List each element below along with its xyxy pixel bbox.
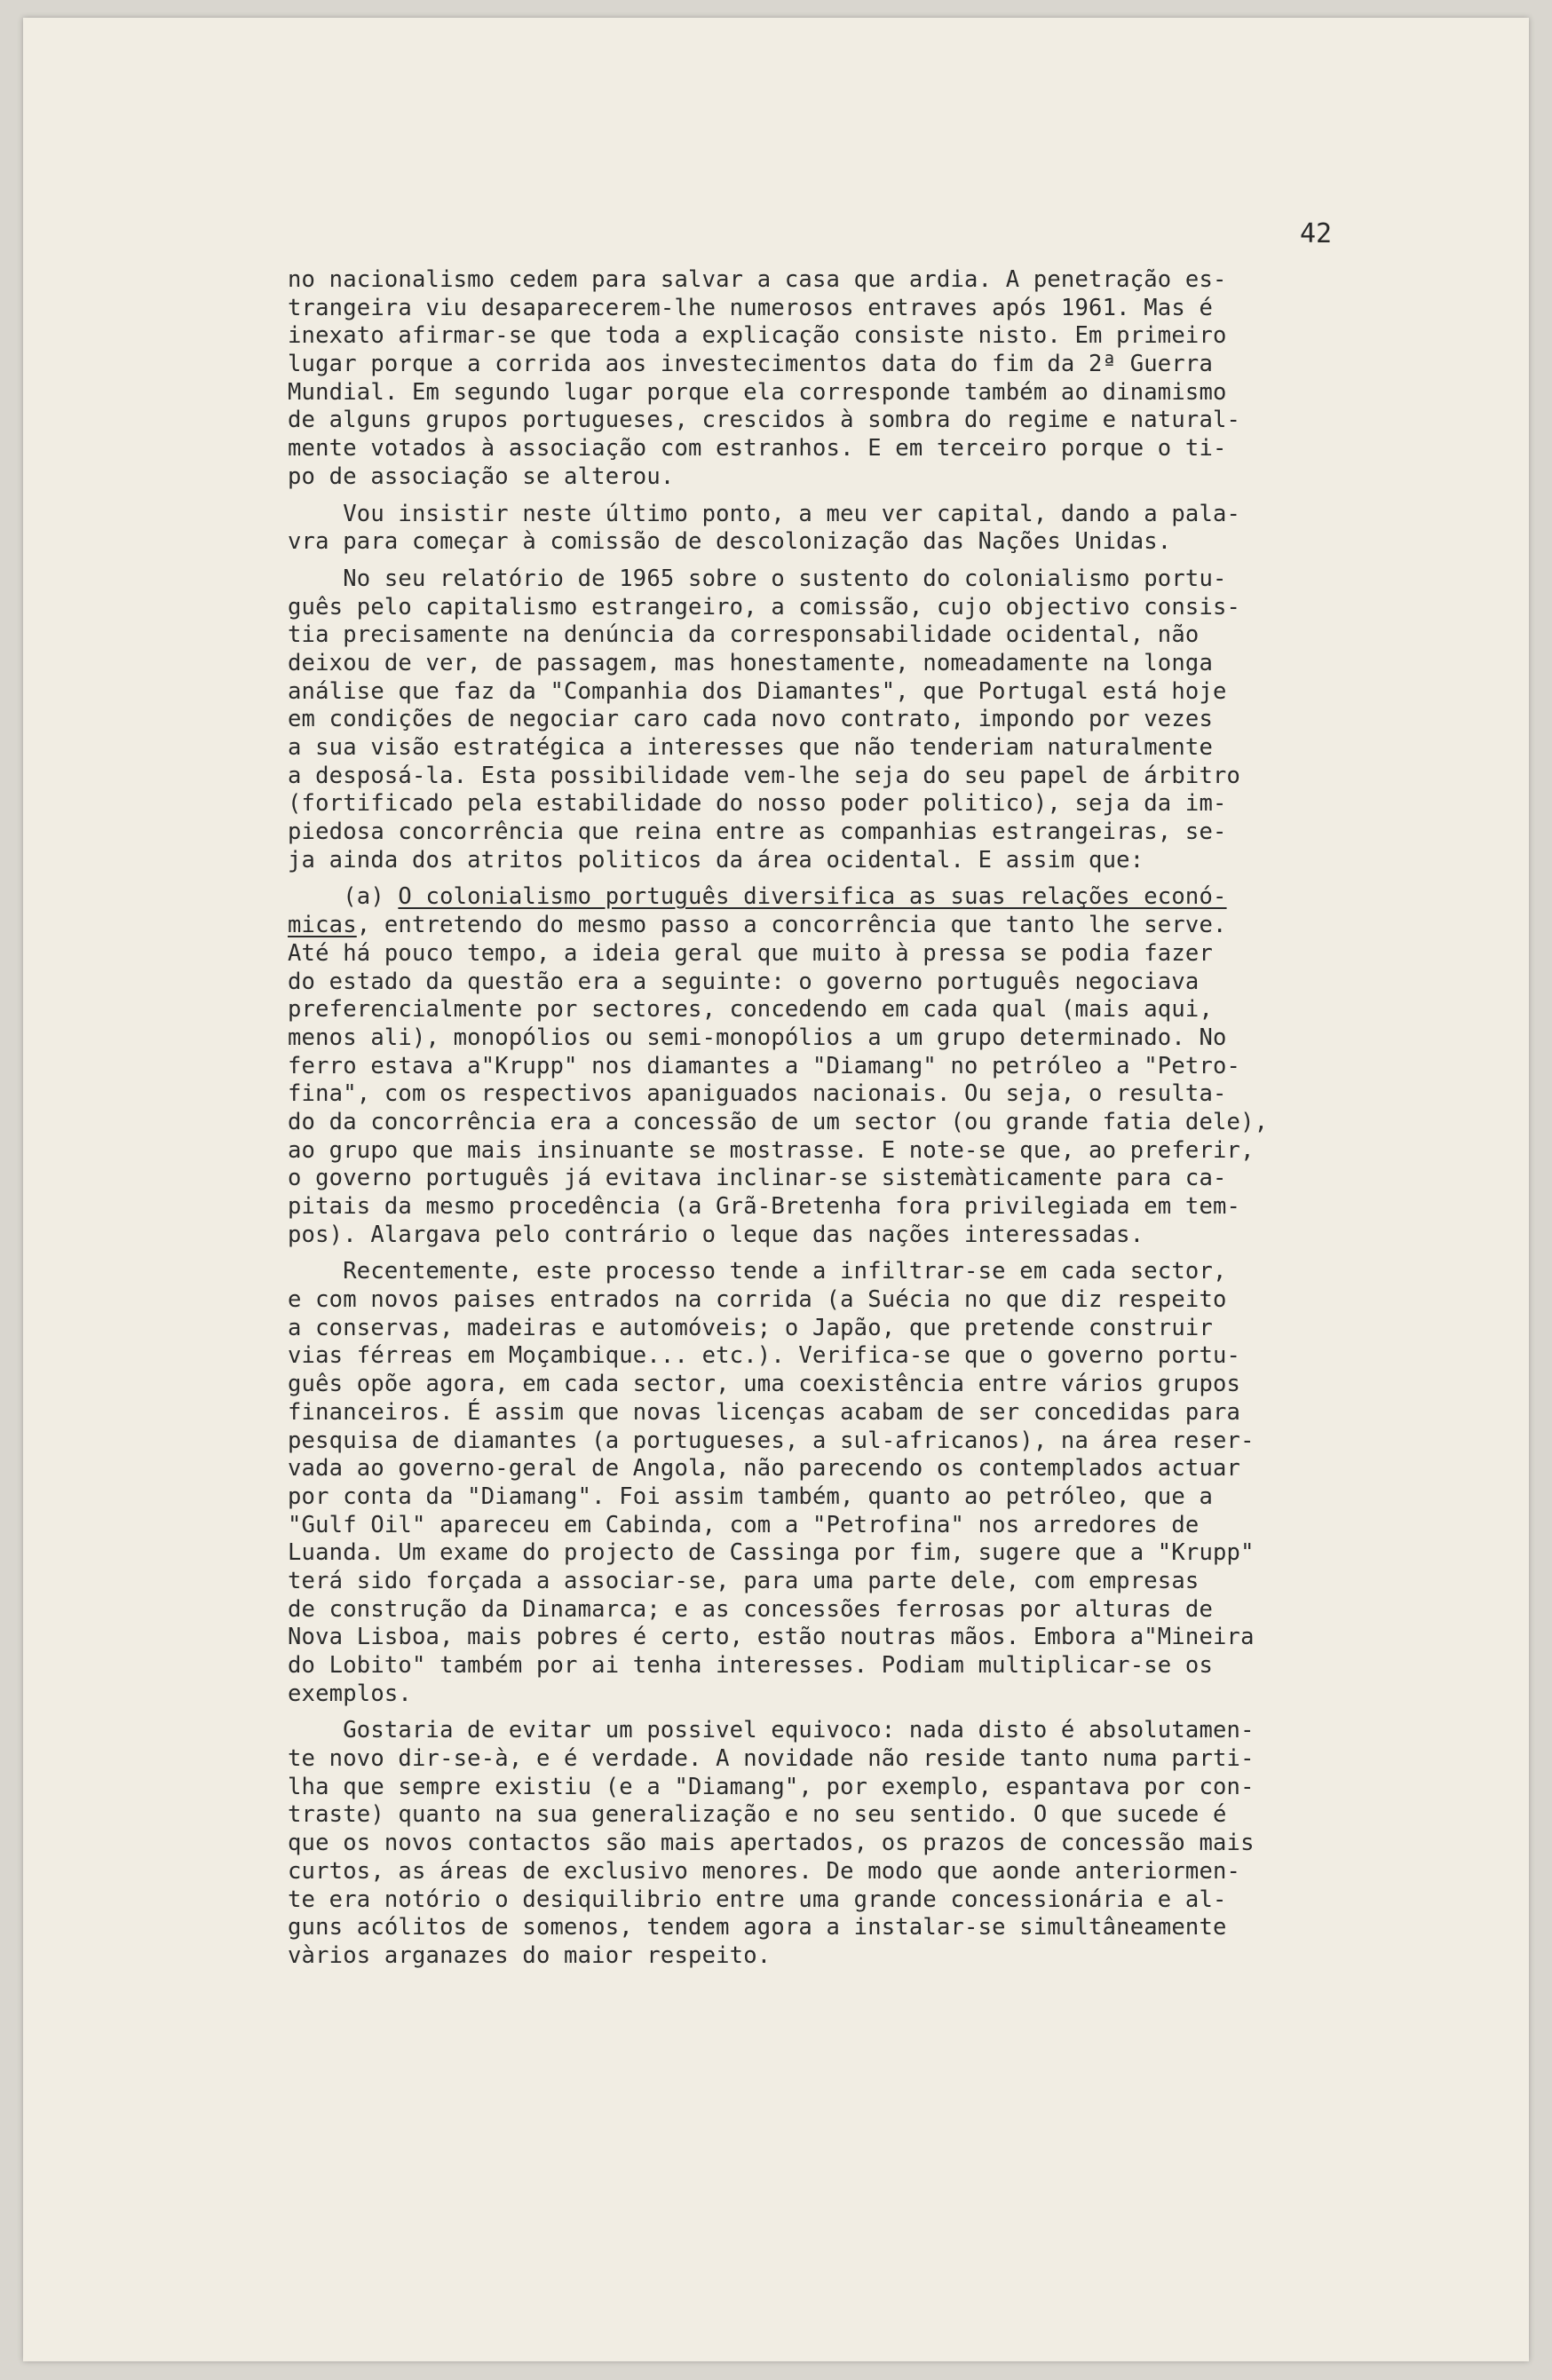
text-line: po de associação se alterou.	[288, 463, 675, 490]
paragraph-1	[288, 266, 1433, 492]
text-line: a conservas, madeiras e automóveis; o Japão, que pretende construir	[288, 1314, 1214, 1341]
paragraph-5	[288, 1258, 1433, 1708]
text-line: Gostaria de evitar um possivel equivoco: nada disto é absolutamen-	[288, 1717, 1255, 1744]
text-line: te era notório o desiquilibrio entre uma grande concessionária e al-	[288, 1886, 1227, 1913]
text-line: te novo dir-se-à, e é verdade. A novidade não reside tanto numa parti-	[288, 1745, 1255, 1773]
text-line: exemplos.	[288, 1680, 412, 1707]
paragraph-gap	[288, 874, 1433, 883]
paragraph-2	[288, 501, 1433, 557]
text-line: vias férreas em Moçambique... etc.). Verifica-se que o governo portu-	[288, 1342, 1241, 1370]
text-line: ja ainda dos atritos politicos da área ocidental. E assim que:	[288, 846, 1144, 874]
text-line: fina", com os respectivos apaniguados nacionais. Ou seja, o resulta-	[288, 1080, 1227, 1108]
paragraph-gap	[288, 557, 1433, 565]
paragraph-3	[288, 565, 1433, 875]
paper-sheet	[23, 18, 1529, 2361]
text-line: menos ali), monopólios ou semi-monopólios a um grupo determinado. No	[288, 1024, 1227, 1051]
text-line: vàrios arganazes do maior respeito.	[288, 1941, 772, 1969]
text-line: (fortificado pela estabilidade do nosso poder politico), seja da im-	[288, 790, 1227, 818]
text-line	[288, 912, 1433, 940]
text-line: pos). Alargava pelo contrário o leque das nações interessadas.	[288, 1221, 1144, 1248]
text-line: vada ao governo-geral de Angola, não parecendo os contemplados actuar	[288, 1455, 1241, 1483]
paragraph-4	[288, 883, 1433, 1249]
text-line	[288, 883, 1433, 912]
text-line: do Lobito" também por ai tenha interesses. Podiam multiplicar-se os	[288, 1652, 1214, 1679]
text-line: curtos, as áreas de exclusivo menores. De modo que aonde anteriormen-	[288, 1857, 1241, 1885]
text-line: Mundial. Em segundo lugar porque ela corresponde também ao dinamismo	[288, 378, 1227, 406]
text-line: de alguns grupos portugueses, crescidos à sombra do regime e natural-	[288, 407, 1241, 434]
document-body	[288, 266, 1433, 1971]
text-line: a sua visão estratégica a interesses que não tenderiam naturalmente	[288, 734, 1214, 761]
text-line: Até há pouco tempo, a ideia geral que muito à pressa se podia fazer	[288, 939, 1214, 967]
text-line: mente votados à associação com estranhos. E em terceiro porque o ti-	[288, 435, 1227, 463]
text-line: Recentemente, este processo tende a infiltrar-se em cada sector,	[288, 1258, 1227, 1285]
text-line: ferro estava a"Krupp" nos diamantes a "Diamang" no petróleo a "Petro-	[288, 1052, 1241, 1079]
text-line: Luanda. Um exame do projecto de Cassinga por fim, sugere que a "Krupp"	[288, 1539, 1255, 1567]
underlined-heading: O colonialismo português diversifica as suas relações econó-	[398, 883, 1227, 911]
text-line: no nacionalismo cedem para salvar a casa que ardia. A penetração es-	[288, 266, 1227, 293]
text-line: No seu relatório de 1965 sobre o sustento do colonialismo portu-	[288, 565, 1227, 592]
text-line: deixou de ver, de passagem, mas honestamente, nomeadamente na longa	[288, 649, 1214, 676]
text-line: e com novos paises entrados na corrida (a Suécia no que diz respeito	[288, 1286, 1227, 1314]
text-line: Vou insistir neste último ponto, a meu ver capital, dando a pala-	[288, 500, 1241, 527]
text-line: guês opõe agora, em cada sector, uma coexistência entre vários grupos	[288, 1371, 1241, 1398]
text-line: do estado da questão era a seguinte: o governo português negociava	[288, 968, 1200, 995]
text-line: lha que sempre existiu (e a "Diamang", por exemplo, espantava por con-	[288, 1773, 1255, 1800]
paragraph-gap	[288, 1708, 1433, 1717]
text-line: do da concorrência era a concessão de um sector (ou grande fatia dele),	[288, 1108, 1269, 1135]
text-line: o governo português já evitava inclinar-se sistemàticamente para ca-	[288, 1165, 1227, 1192]
text-line: traste) quanto na sua generalização e no seu sentido. O que sucede é	[288, 1801, 1227, 1829]
paragraph-gap	[288, 492, 1433, 501]
text-line: terá sido forçada a associar-se, para uma parte dele, com empresas	[288, 1567, 1200, 1594]
text-fragment: , entretendo do mesmo passo a concorrência que tanto lhe serve.	[356, 912, 1227, 939]
paragraph-gap	[288, 1249, 1433, 1258]
text-line: lugar porque a corrida aos investecimentos data do fim da 2ª Guerra	[288, 351, 1214, 378]
text-line: preferencialmente por sectores, concedendo em cada qual (mais aqui,	[288, 996, 1214, 1024]
text-line: ao grupo que mais insinuante se mostrasse. E note-se que, ao preferir,	[288, 1136, 1255, 1164]
text-line: financeiros. É assim que novas licenças acabam de ser concedidas para	[288, 1398, 1241, 1426]
page-number: 42	[1300, 218, 1333, 249]
text-line: "Gulf Oil" apareceu em Cabinda, com a "Petrofina" nos arredores de	[288, 1511, 1200, 1538]
text-line: guns acólitos de somenos, tendem agora a instalar-se simultâneamente	[288, 1914, 1227, 1941]
text-line: pesquisa de diamantes (a portugueses, a sul-africanos), na área reser-	[288, 1427, 1255, 1454]
paragraph-6	[288, 1717, 1433, 1970]
text-line: análise que faz da "Companhia dos Diamantes", que Portugal está hoje	[288, 677, 1227, 705]
text-line: vra para começar à comissão de descolonização das Nações Unidas.	[288, 528, 1172, 556]
text-line: de construção da Dinamarca; e as concessões ferrosas por alturas de	[288, 1595, 1214, 1623]
text-line: em condições de negociar caro cada novo contrato, impondo por vezes	[288, 706, 1214, 733]
text-line: tia precisamente na denúncia da corresponsabilidade ocidental, não	[288, 621, 1200, 649]
text-line: piedosa concorrência que reina entre as companhias estrangeiras, se-	[288, 818, 1227, 846]
underlined-heading: micas	[288, 912, 357, 939]
item-prefix: (a)	[288, 883, 399, 911]
text-line: a desposá-la. Esta possibilidade vem-lhe seja do seu papel de árbitro	[288, 762, 1241, 789]
text-line: guês pelo capitalismo estrangeiro, a comissão, cujo objectivo consis-	[288, 593, 1241, 621]
text-line: trangeira viu desaparecerem-lhe numerosos entraves após 1961. Mas é	[288, 294, 1214, 321]
text-line: por conta da "Diamang". Foi assim também, quanto ao petróleo, que a	[288, 1483, 1214, 1510]
text-line: inexato afirmar-se que toda a explicação consiste nisto. Em primeiro	[288, 322, 1227, 350]
text-line: que os novos contactos são mais apertados, os prazos de concessão mais	[288, 1830, 1255, 1857]
text-line: pitais da mesmo procedência (a Grã-Bretenha fora privilegiada em tem-	[288, 1193, 1241, 1220]
text-line: Nova Lisboa, mais pobres é certo, estão noutras mãos. Embora a"Mineira	[288, 1624, 1255, 1651]
